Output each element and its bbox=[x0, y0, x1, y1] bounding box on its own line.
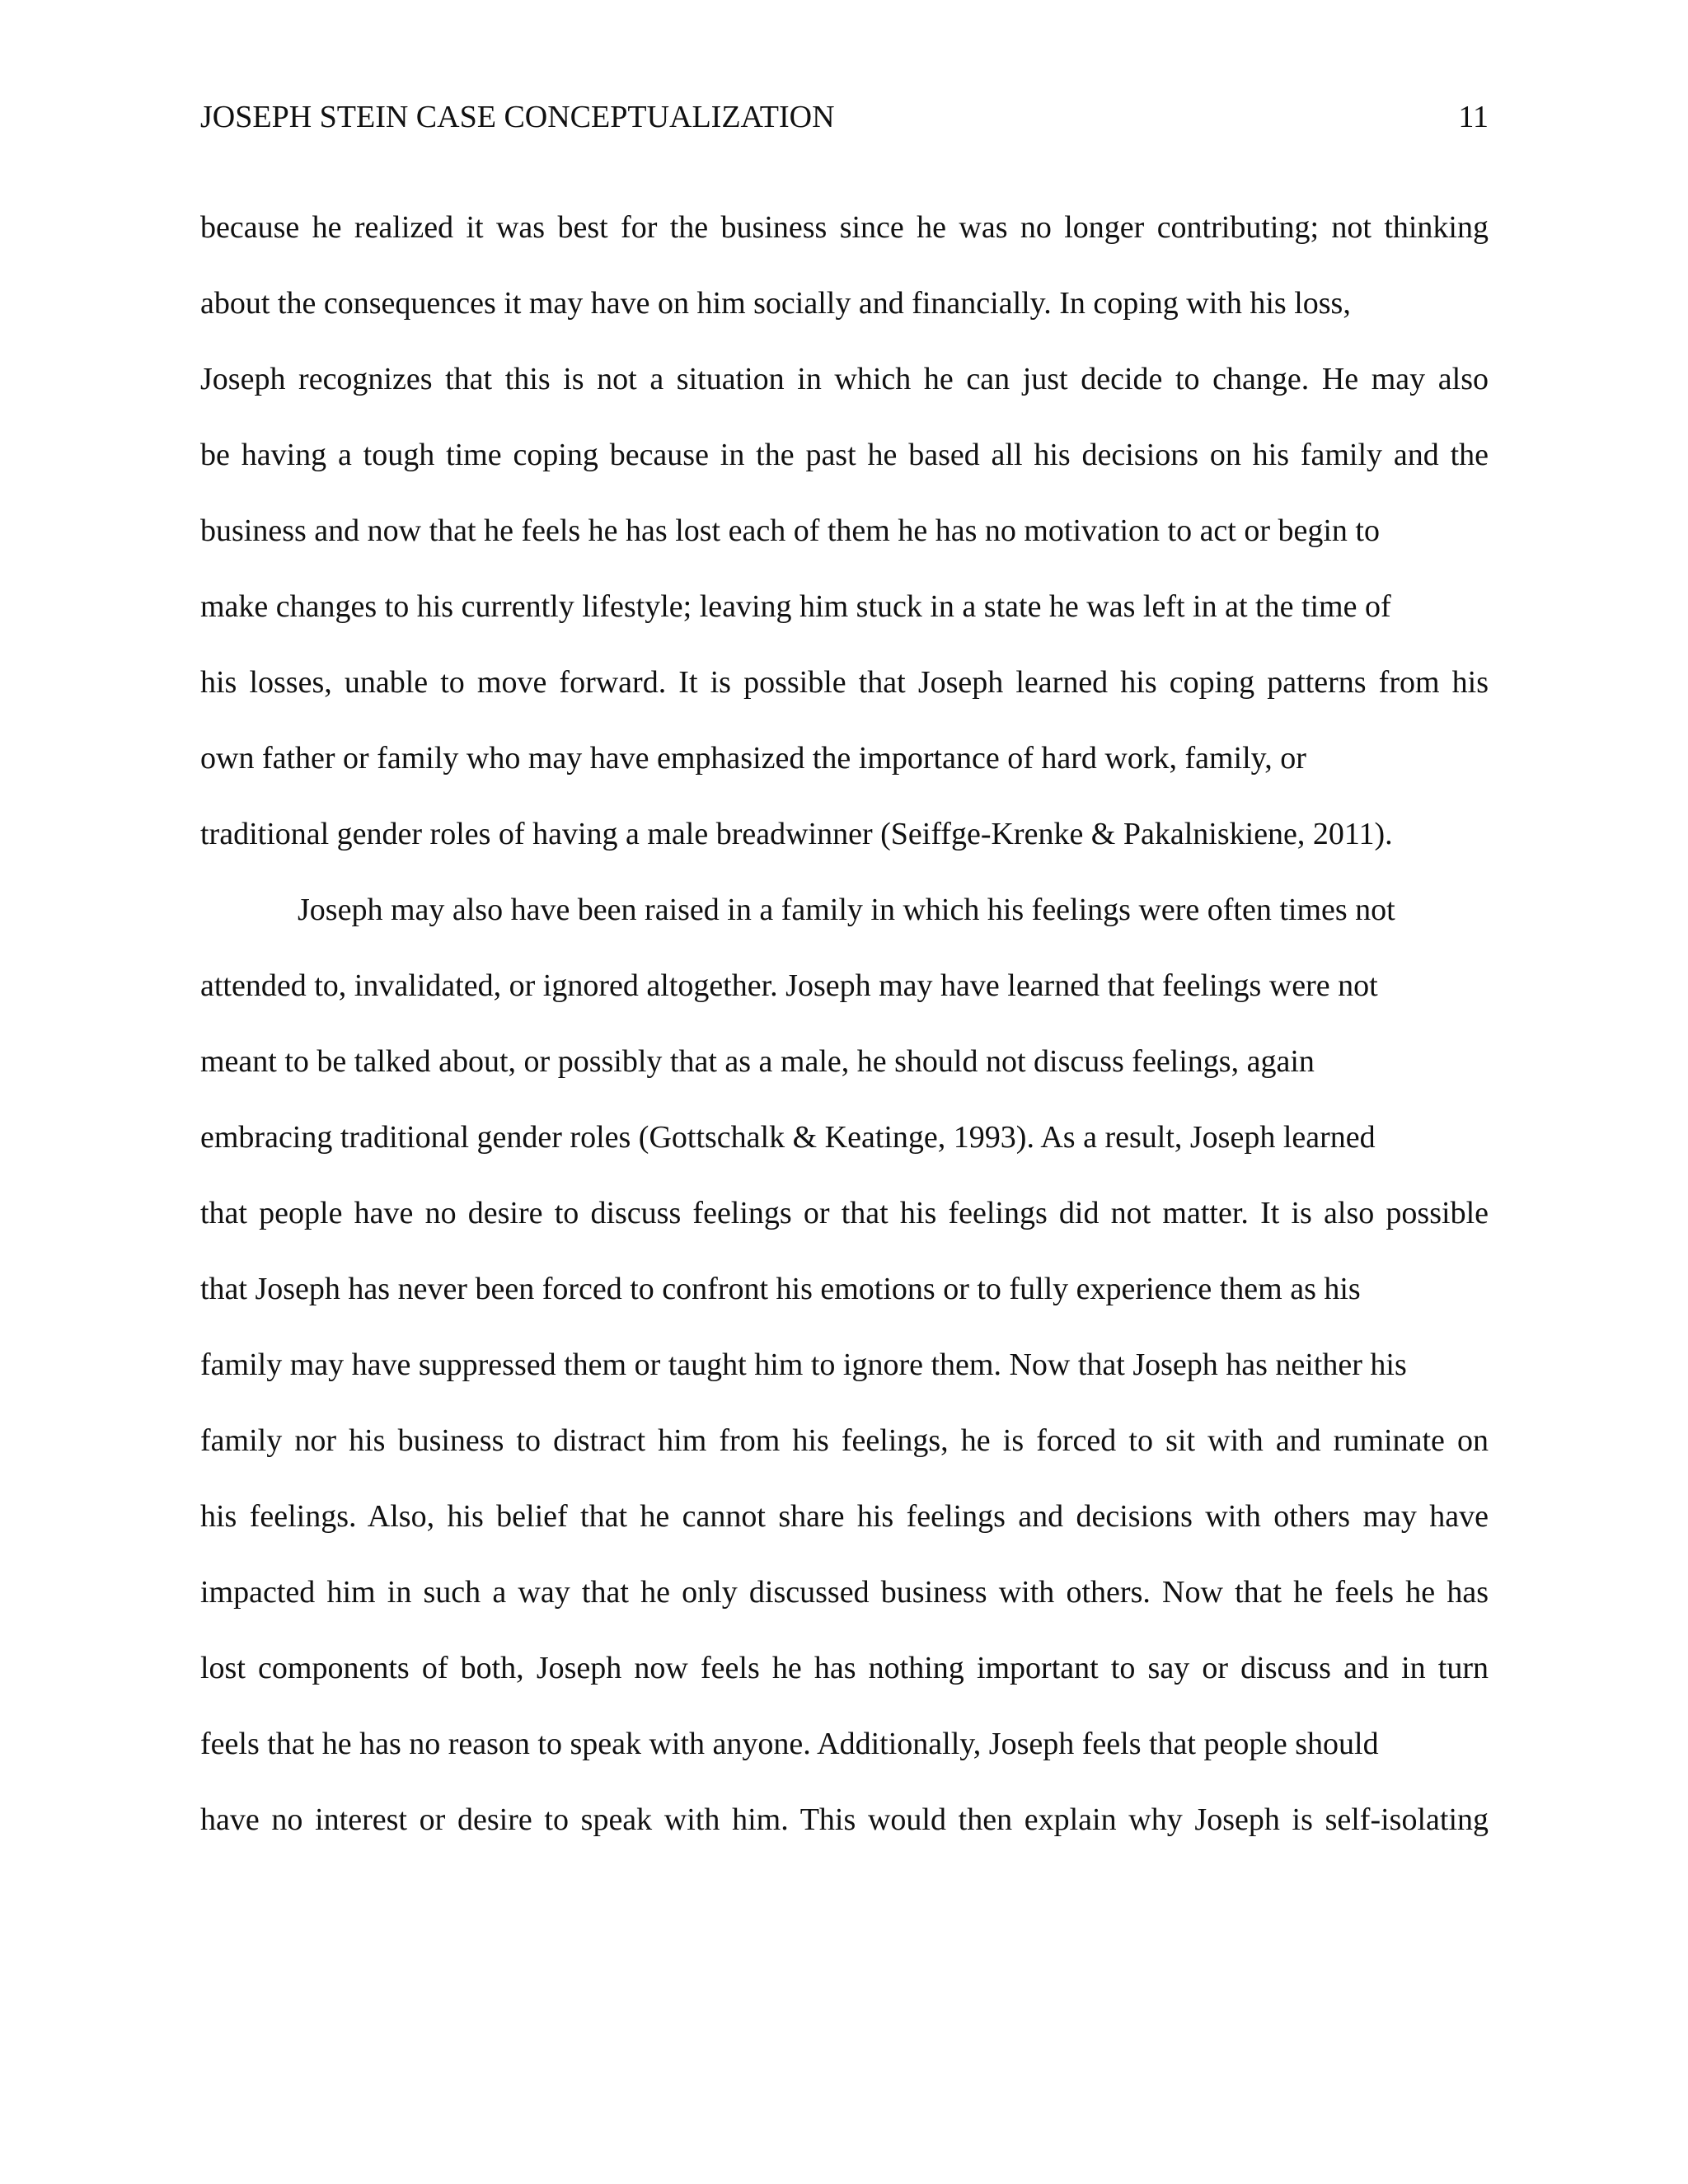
paragraph-1 bbox=[200, 190, 1489, 872]
text-line: traditional gender roles of having a male breadwinner (Seiffge-Krenke & Pakalniskiene, 2011). bbox=[200, 817, 1393, 851]
running-title: JOSEPH STEIN CASE CONCEPTUALIZATION bbox=[200, 100, 835, 134]
text-line: lost components of both, Joseph now feels he has nothing important to say or discuss and in turn bbox=[200, 1651, 1489, 1685]
text-line: family may have suppressed them or taught him to ignore them. Now that Joseph has neither his bbox=[200, 1347, 1407, 1382]
text-line: that Joseph has never been forced to confront his emotions or to fully experience them as his bbox=[200, 1272, 1361, 1306]
text-line: feels that he has no reason to speak with anyone. Additionally, Joseph feels that people should bbox=[200, 1727, 1379, 1761]
text-line: about the consequences it may have on him socially and financially. In coping with his loss, bbox=[200, 286, 1351, 321]
text-line: be having a tough time coping because in the past he based all his decisions on his family and the bbox=[200, 438, 1489, 472]
paragraph-2 bbox=[200, 872, 1489, 1858]
text-line: his losses, unable to move forward. It is possible that Joseph learned his coping patterns from his bbox=[200, 665, 1489, 700]
text-line: embracing traditional gender roles (Gottschalk & Keatinge, 1993). As a result, Joseph learned bbox=[200, 1120, 1376, 1155]
body-text bbox=[200, 190, 1489, 1858]
text-line: own father or family who may have emphasized the importance of hard work, family, or bbox=[200, 741, 1306, 776]
text-line: that people have no desire to discuss feelings or that his feelings did not matter. It is also possible bbox=[200, 1196, 1489, 1230]
text-line: have no interest or desire to speak with him. This would then explain why Joseph is self-isolating bbox=[200, 1802, 1489, 1837]
text-line: family nor his business to distract him from his feelings, he is forced to sit with and ruminate on bbox=[200, 1423, 1489, 1458]
text-line: Joseph recognizes that this is not a situation in which he can just decide to change. He may also bbox=[200, 362, 1489, 396]
text-line: Joseph may also have been raised in a family in which his feelings were often times not bbox=[298, 893, 1395, 927]
running-head bbox=[200, 92, 1489, 142]
text-line: meant to be talked about, or possibly that as a male, he should not discuss feelings, again bbox=[200, 1044, 1315, 1079]
text-line: because he realized it was best for the business since he was no longer contributing; not thinking bbox=[200, 210, 1489, 245]
text-line: make changes to his currently lifestyle; leaving him stuck in a state he was left in at the time of bbox=[200, 589, 1391, 624]
text-line: business and now that he feels he has lost each of them he has no motivation to act or begin to bbox=[200, 513, 1380, 548]
page-number: 11 bbox=[1458, 100, 1489, 134]
text-line: his feelings. Also, his belief that he cannot share his feelings and decisions with others may have bbox=[200, 1499, 1489, 1534]
text-line: impacted him in such a way that he only discussed business with others. Now that he feels he has bbox=[200, 1575, 1489, 1610]
text-line: attended to, invalidated, or ignored altogether. Joseph may have learned that feelings were not bbox=[200, 968, 1378, 1003]
